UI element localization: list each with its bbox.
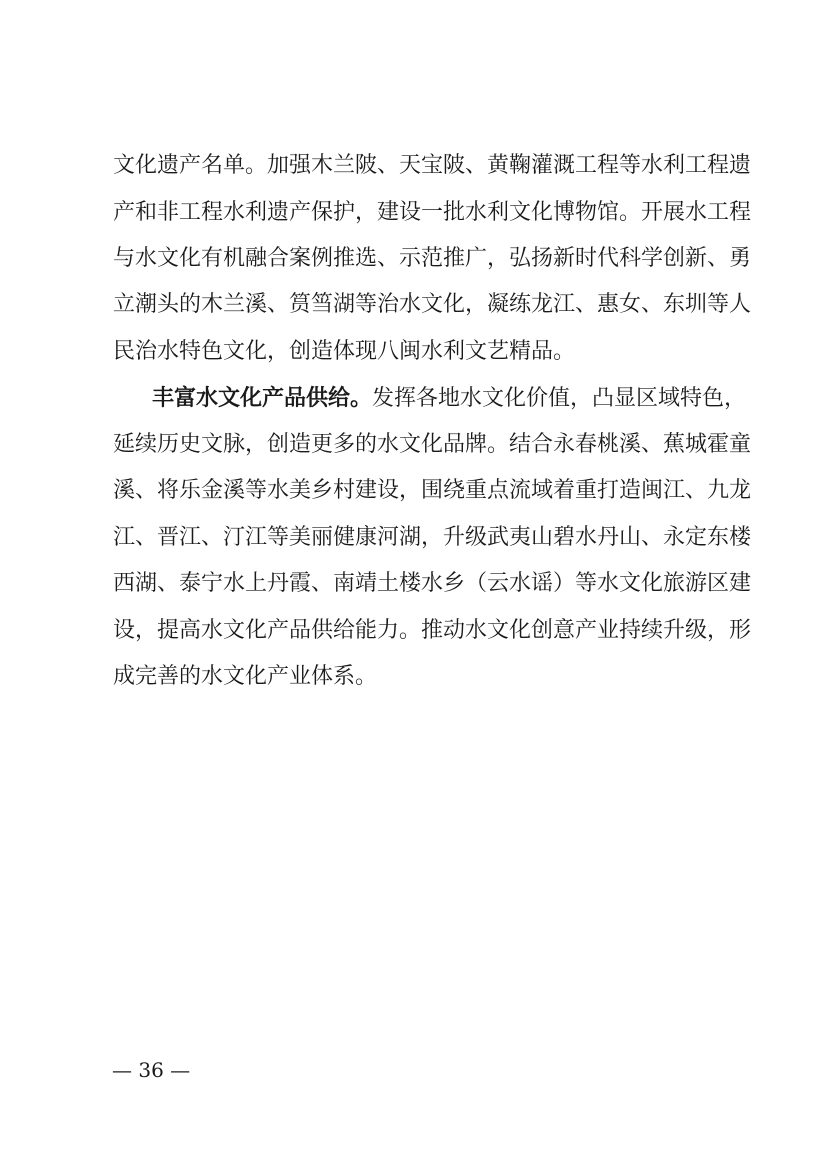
paragraph-line: 立潮头的木兰溪、筼筜湖等治水文化，凝练龙江、惠女、东圳等人 bbox=[113, 292, 752, 317]
paragraph-heading: 丰富水文化产品供给。 bbox=[152, 385, 373, 411]
paragraph-first-line bbox=[152, 383, 747, 413]
paragraph-line: 成完善的水文化产业体系。 bbox=[113, 664, 378, 689]
paragraph-line: 延续历史文脉，创造更多的水文化品牌。结合永春桃溪、蕉城霍童 bbox=[113, 432, 752, 457]
paragraph-line: 民治水特色文化，创造体现八闽水利文艺精品。 bbox=[113, 339, 576, 364]
paragraph-line: 与水文化有机融合案例推选、示范推广，弘扬新时代科学创新、勇 bbox=[113, 246, 752, 271]
page-number: — 36 — bbox=[112, 1058, 191, 1082]
paragraph-line: 设，提高水文化产品供给能力。推动水文化创意产业持续升级，形 bbox=[113, 618, 752, 643]
paragraph-line: 江、晋江、汀江等美丽健康河湖，升级武夷山碧水丹山、永定东楼 bbox=[113, 525, 752, 550]
paragraph-line: 文化遗产名单。加强木兰陂、天宝陂、黄鞠灌溉工程等水利工程遗 bbox=[113, 153, 752, 178]
paragraph-line: 西湖、泰宁水上丹霞、南靖土楼水乡（云水谣）等水文化旅游区建 bbox=[113, 571, 752, 596]
paragraph-line: 产和非工程水利遗产保护，建设一批水利文化博物馆。开展水工程 bbox=[113, 200, 752, 225]
paragraph-first-line-text: 发挥各地水文化价值，凸显区域特色， bbox=[372, 386, 747, 411]
paragraph-line: 溪、将乐金溪等水美乡村建设，围绕重点流域着重打造闽江、九龙 bbox=[113, 478, 752, 503]
